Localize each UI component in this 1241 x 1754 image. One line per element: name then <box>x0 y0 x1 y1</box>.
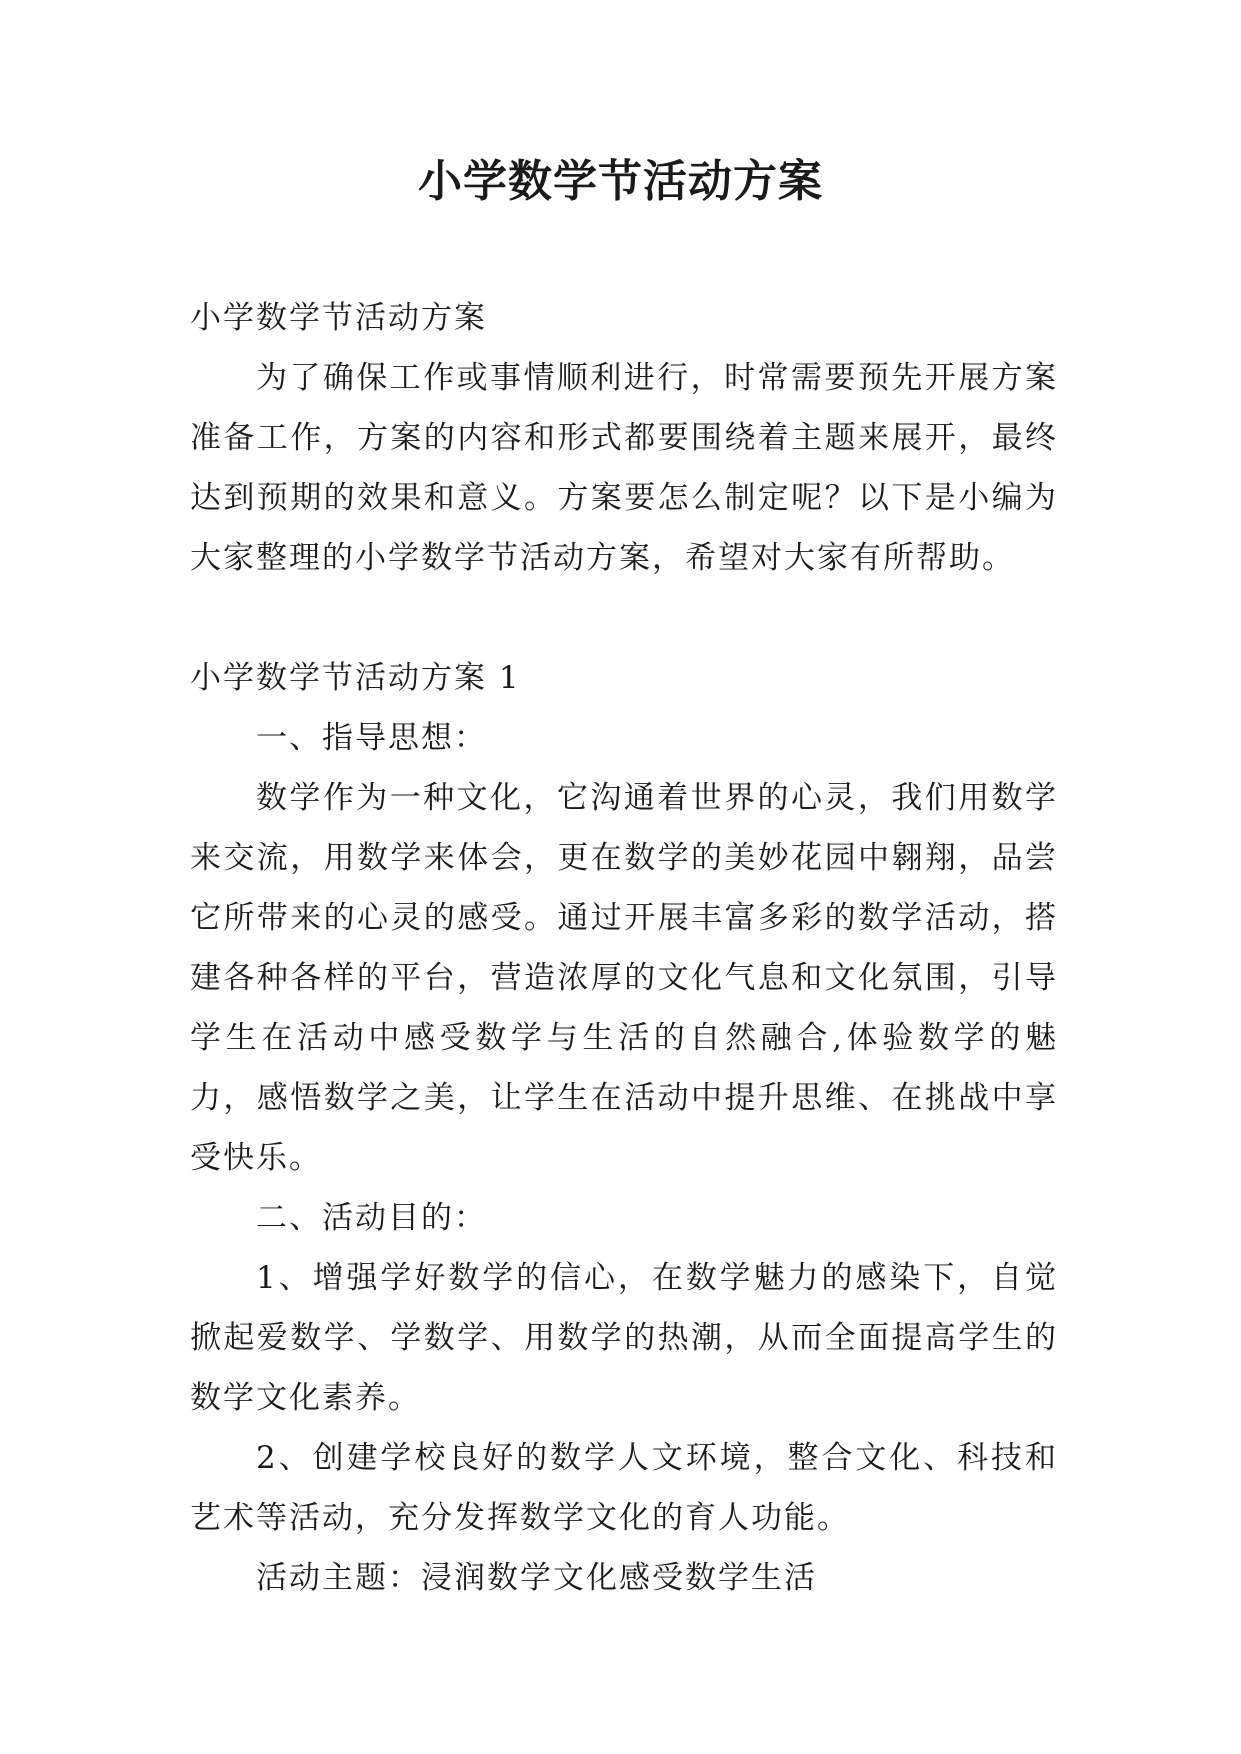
document-title: 小学数学节活动方案 <box>418 156 823 207</box>
document-subtitle: 小学数学节活动方案 <box>190 300 487 336</box>
document-body <box>190 288 1058 1608</box>
goal-1-paragraph: 1、增强学好数学的信心，在数学魅力的感染下，自觉掀起爱数学、学数学、用数学的热潮，从而全面提高学生的数学文化素养。 <box>190 1260 1058 1416</box>
section-heading: 小学数学节活动方案 1 <box>190 660 521 696</box>
intro-paragraph: 为了确保工作或事情顺利进行，时常需要预先开展方案准备工作，方案的内容和形式都要围绕着主题来展开，最终达到预期的效果和意义。方案要怎么制定呢？以下是小编为大家整理的小学数学节活动方案，希望对大家有所帮助。 <box>190 360 1058 576</box>
theme-paragraph: 活动主题：浸润数学文化感受数学生活 <box>256 1560 817 1596</box>
part1-paragraph: 数学作为一种文化，它沟通着世界的心灵，我们用数学来交流，用数学来体会，更在数学的美妙花园中翱翔，品尝它所带来的心灵的感受。通过开展丰富多彩的数学活动，搭建各种各样的平台，营造浓厚的文化气息和文化氛围，引导学生在活动中感受数学与生活的自然融合,体验数学的魅力，感悟数学之美，让学生在活动中提升思维、在挑战中享受快乐。 <box>190 780 1058 1176</box>
section-gap <box>190 588 1058 648</box>
part1-heading: 一、指导思想： <box>256 720 487 756</box>
goal-2-paragraph: 2、创建学校良好的数学人文环境，整合文化、科技和艺术等活动，充分发挥数学文化的育人功能。 <box>190 1440 1058 1536</box>
part2-heading: 二、活动目的： <box>256 1200 487 1236</box>
